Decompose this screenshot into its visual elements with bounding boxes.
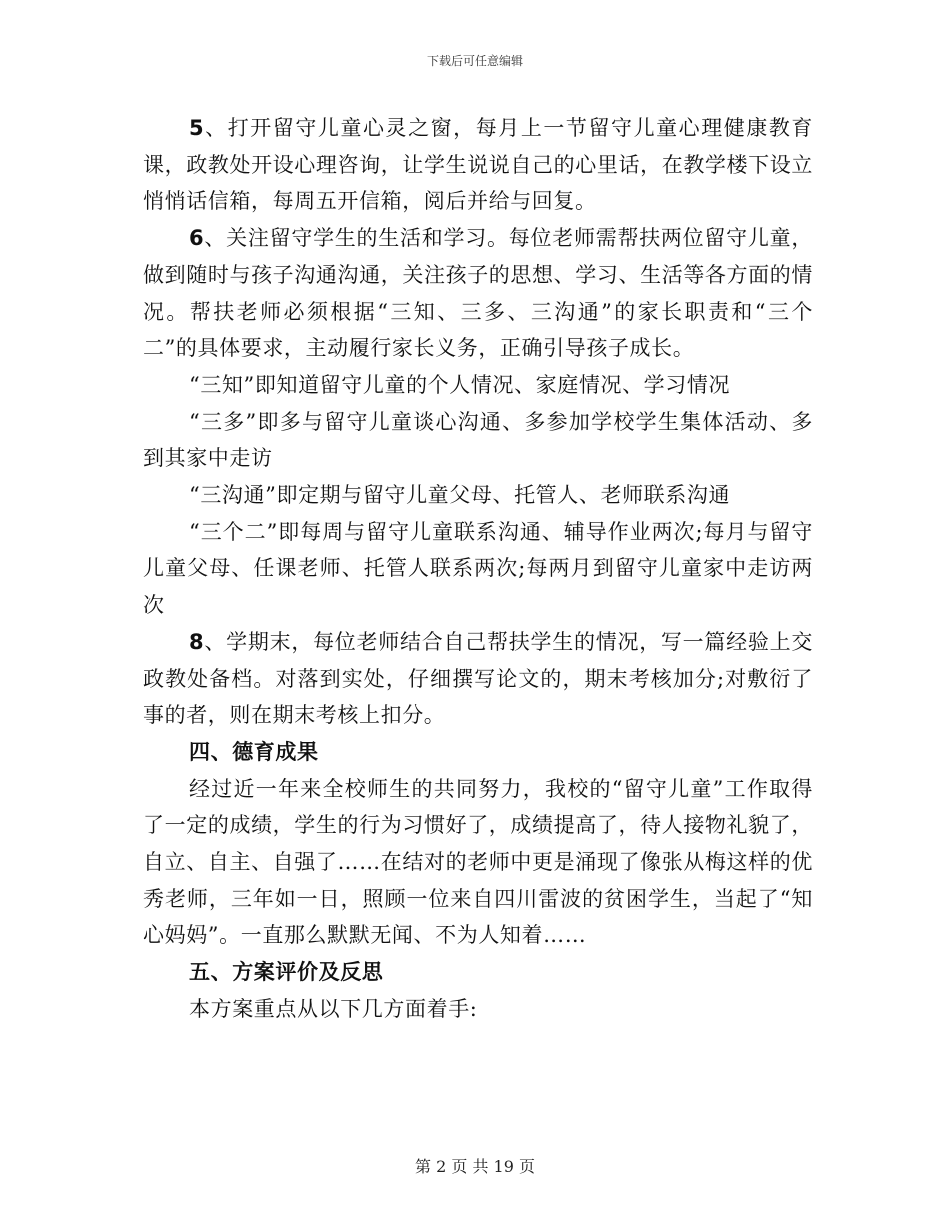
section-4-paragraph: 经过近一年来全校师生的共同努力，我校的“留守儿童”工作取得了一定的成绩，学生的行为习惯好了，成绩提高了，待人接物礼貌了，自立、自主、自强了……在结对的老师中更是涌现了像张从梅这样的优秀老师，三年如一日，照顾一位来自四川雷波的贫困学生，当起了“知心妈妈”。一直那么默默无闻、不为人知着…… [143,776,813,948]
paragraph-sanzhi: “三知”即知道留守儿童的个人情况、家庭情况、学习情况 [189,372,731,397]
document-body [143,110,813,1028]
page-footer: 第 2 页 共 19 页 [415,1157,535,1176]
paragraph-item-6 [143,220,813,367]
paragraph-item-8 [143,624,813,734]
paragraph-sangeer: “三个二”即每周与留守儿童联系沟通、辅导作业两次;每月与留守儿童父母、任课老师、托管人联系两次;每两月到留守儿童家中走访两次 [143,519,813,618]
paragraph-item-5 [143,110,813,220]
page-header: 下载后可任意编辑 [426,54,523,68]
section-heading-4: 四、德育成果 [189,738,319,764]
section-heading-5: 五、方案评价及反思 [189,959,384,985]
paragraph-text: 、学期末，每位老师结合自己帮扶学生的情况，写一篇经验上交政教处备档。对落到实处，仔细撰写论文的，期末考核加分;对敷衍了事的者，则在期末考核上扣分。 [143,629,813,728]
item-number: 6 [189,226,205,251]
section-5-paragraph: 本方案重点从以下几方面着手: [189,996,478,1021]
paragraph-text: 、打开留守儿童心灵之窗，每月上一节留守儿童心理健康教育课，政教处开设心理咨询，让学生说说自己的心里话，在教学楼下设立悄悄话信箱，每周五开信箱，阅后并给与回复。 [143,116,813,214]
paragraph-sanduo: “三多”即多与留守儿童谈心沟通、多参加学校学生集体活动、多到其家中走访 [143,409,813,471]
paragraph-text: 、关注留守学生的生活和学习。每位老师需帮扶两位留守儿童，做到随时与孩子沟通沟通，关注孩子的思想、学习、生活等各方面的情况。帮扶老师必须根据“三知、三多、三沟通”的家长职责和“三个二”的具体要求，主动履行家长义务，正确引导孩子成长。 [143,226,813,361]
item-number: 8 [189,629,205,654]
item-number: 5 [189,116,205,140]
paragraph-sangoutong: “三沟通”即定期与留守儿童父母、托管人、老师联系沟通 [189,483,731,508]
